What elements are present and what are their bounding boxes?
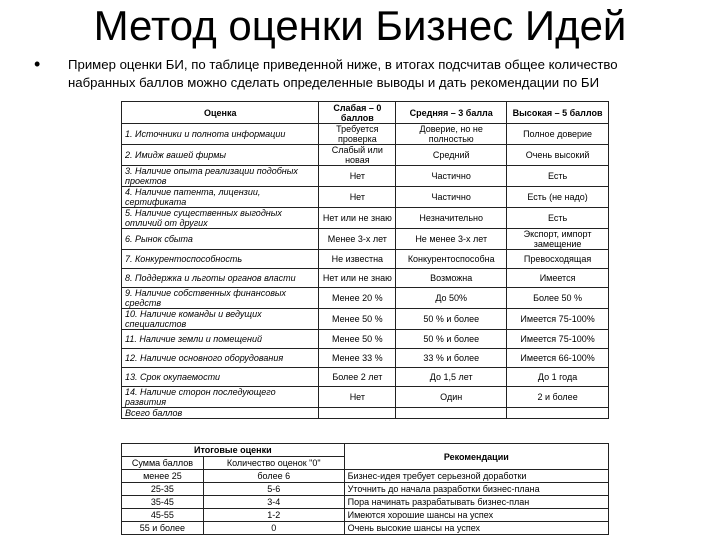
- score-cell: Не менее 3-х лет: [396, 229, 507, 250]
- criterion-cell: 11. Наличие земли и помещений: [122, 330, 319, 349]
- score-cell: Более 50 %: [507, 288, 609, 309]
- criterion-cell: 8. Поддержка и льготы органов власти: [122, 269, 319, 288]
- criterion-cell: 2. Имидж вашей фирмы: [122, 145, 319, 166]
- score-cell: Нет: [319, 166, 396, 187]
- recommendation-cell: Бизнес-идея требует серьезной доработки: [344, 470, 608, 483]
- score-cell: До 50%: [396, 288, 507, 309]
- score-cell: Экспорт, импорт замещение: [507, 229, 609, 250]
- criterion-cell: 12. Наличие основного оборудования: [122, 349, 319, 368]
- score-cell: Менее 50 %: [319, 330, 396, 349]
- score-range-cell: 25-35: [122, 483, 204, 496]
- criterion-cell: 14. Наличие сторон последующего развития: [122, 387, 319, 408]
- score-cell: Имеется: [507, 269, 609, 288]
- score-cell: Имеется 66-100%: [507, 349, 609, 368]
- score-cell: 50 % и более: [396, 330, 507, 349]
- result-row: [122, 496, 609, 509]
- score-cell: Средний: [396, 145, 507, 166]
- page-title: Метод оценки Бизнес Идей: [93, 2, 627, 49]
- table-row: [122, 349, 609, 368]
- score-cell: Частично: [396, 166, 507, 187]
- score-cell: Менее 50 %: [319, 309, 396, 330]
- score-cell: Слабый или новая: [319, 145, 396, 166]
- score-cell: Превосходящая: [507, 250, 609, 269]
- criterion-cell: 6. Рынок сбыта: [122, 229, 319, 250]
- table-row: [122, 124, 609, 145]
- score-cell: Имеется 75-100%: [507, 309, 609, 330]
- recommendation-header: Рекомендации: [344, 444, 608, 470]
- group-header: Итоговые оценки: [122, 444, 345, 457]
- criterion-cell: 4. Наличие патента, лицензии, сертификата: [122, 187, 319, 208]
- column-header: Оценка: [122, 102, 319, 124]
- score-cell: Менее 20 %: [319, 288, 396, 309]
- total-cell: [396, 408, 507, 419]
- score-cell: Нет: [319, 187, 396, 208]
- score-cell: Требуется проверка: [319, 124, 396, 145]
- score-cell: 50 % и более: [396, 309, 507, 330]
- score-cell: Менее 33 %: [319, 349, 396, 368]
- score-cell: До 1,5 лет: [396, 368, 507, 387]
- score-range-cell: 55 и более: [122, 522, 204, 535]
- score-cell: Очень высокий: [507, 145, 609, 166]
- table-row: [122, 208, 609, 229]
- criterion-cell: 1. Источники и полнота информации: [122, 124, 319, 145]
- table-row: [122, 368, 609, 387]
- total-label: Всего баллов: [122, 408, 319, 419]
- score-range-cell: 5-6: [203, 483, 344, 496]
- total-cell: [507, 408, 609, 419]
- score-cell: Нет или не знаю: [319, 269, 396, 288]
- score-cell: Конкурентоспособна: [396, 250, 507, 269]
- table-row: [122, 288, 609, 309]
- results-header-row: [122, 444, 609, 457]
- score-cell: Более 2 лет: [319, 368, 396, 387]
- score-cell: Один: [396, 387, 507, 408]
- criterion-cell: 5. Наличие существенных выгодных отличий от других: [122, 208, 319, 229]
- column-header: Слабая – 0 баллов: [319, 102, 396, 124]
- score-cell: Менее 3-х лет: [319, 229, 396, 250]
- score-range-cell: более 6: [203, 470, 344, 483]
- total-cell: [319, 408, 396, 419]
- table-row: [122, 250, 609, 269]
- score-cell: Нет или не знаю: [319, 208, 396, 229]
- score-cell: 33 % и более: [396, 349, 507, 368]
- table-row: [122, 269, 609, 288]
- evaluation-table: [121, 101, 609, 419]
- total-row: [122, 408, 609, 419]
- score-range-cell: 45-55: [122, 509, 204, 522]
- recommendation-cell: Пора начинать разрабатывать бизнес-план: [344, 496, 608, 509]
- score-cell: Незначительно: [396, 208, 507, 229]
- score-cell: Нет: [319, 387, 396, 408]
- score-cell: Не известна: [319, 250, 396, 269]
- criterion-cell: 13. Срок окупаемости: [122, 368, 319, 387]
- score-cell: Полное доверие: [507, 124, 609, 145]
- score-cell: Есть (не надо): [507, 187, 609, 208]
- result-row: [122, 483, 609, 496]
- table-row: [122, 309, 609, 330]
- result-row: [122, 522, 609, 535]
- score-range-cell: 3-4: [203, 496, 344, 509]
- score-range-cell: 1-2: [203, 509, 344, 522]
- score-range-cell: менее 25: [122, 470, 204, 483]
- table-row: [122, 229, 609, 250]
- criterion-cell: 10. Наличие команды и ведущих специалистов: [122, 309, 319, 330]
- score-cell: 2 и более: [507, 387, 609, 408]
- score-cell: Частично: [396, 187, 507, 208]
- sub-header: Сумма баллов: [122, 457, 204, 470]
- table-row: [122, 387, 609, 408]
- criterion-cell: 9. Наличие собственных финансовых средств: [122, 288, 319, 309]
- table-row: [122, 166, 609, 187]
- recommendation-cell: Очень высокие шансы на успех: [344, 522, 608, 535]
- score-cell: До 1 года: [507, 368, 609, 387]
- recommendation-cell: Имеются хорошие шансы на успех: [344, 509, 608, 522]
- criterion-cell: 7. Конкурентоспособность: [122, 250, 319, 269]
- result-row: [122, 509, 609, 522]
- table-row: [122, 330, 609, 349]
- score-cell: Доверие, но не полностью: [396, 124, 507, 145]
- table-row: [122, 187, 609, 208]
- score-cell: Имеется 75-100%: [507, 330, 609, 349]
- score-cell: Есть: [507, 208, 609, 229]
- recommendation-cell: Уточнить до начала разработки бизнес-плана: [344, 483, 608, 496]
- results-table: [121, 443, 609, 535]
- score-range-cell: 35-45: [122, 496, 204, 509]
- result-row: [122, 470, 609, 483]
- score-cell: Есть: [507, 166, 609, 187]
- score-range-cell: 0: [203, 522, 344, 535]
- column-header: Высокая – 5 баллов: [507, 102, 609, 124]
- score-cell: Возможна: [396, 269, 507, 288]
- table-header-row: [122, 102, 609, 124]
- column-header: Средняя – 3 балла: [396, 102, 507, 124]
- bullet-icon: •: [34, 54, 41, 74]
- table-row: [122, 145, 609, 166]
- criterion-cell: 3. Наличие опыта реализации подобных проектов: [122, 166, 319, 187]
- bullet-text: Пример оценки БИ, по таблице приведенной ниже, в итогах подсчитав общее количество набранных баллов можно сделать определенные выводы и дать рекомендации по БИ: [68, 57, 618, 90]
- sub-header: Количество оценок "0": [203, 457, 344, 470]
